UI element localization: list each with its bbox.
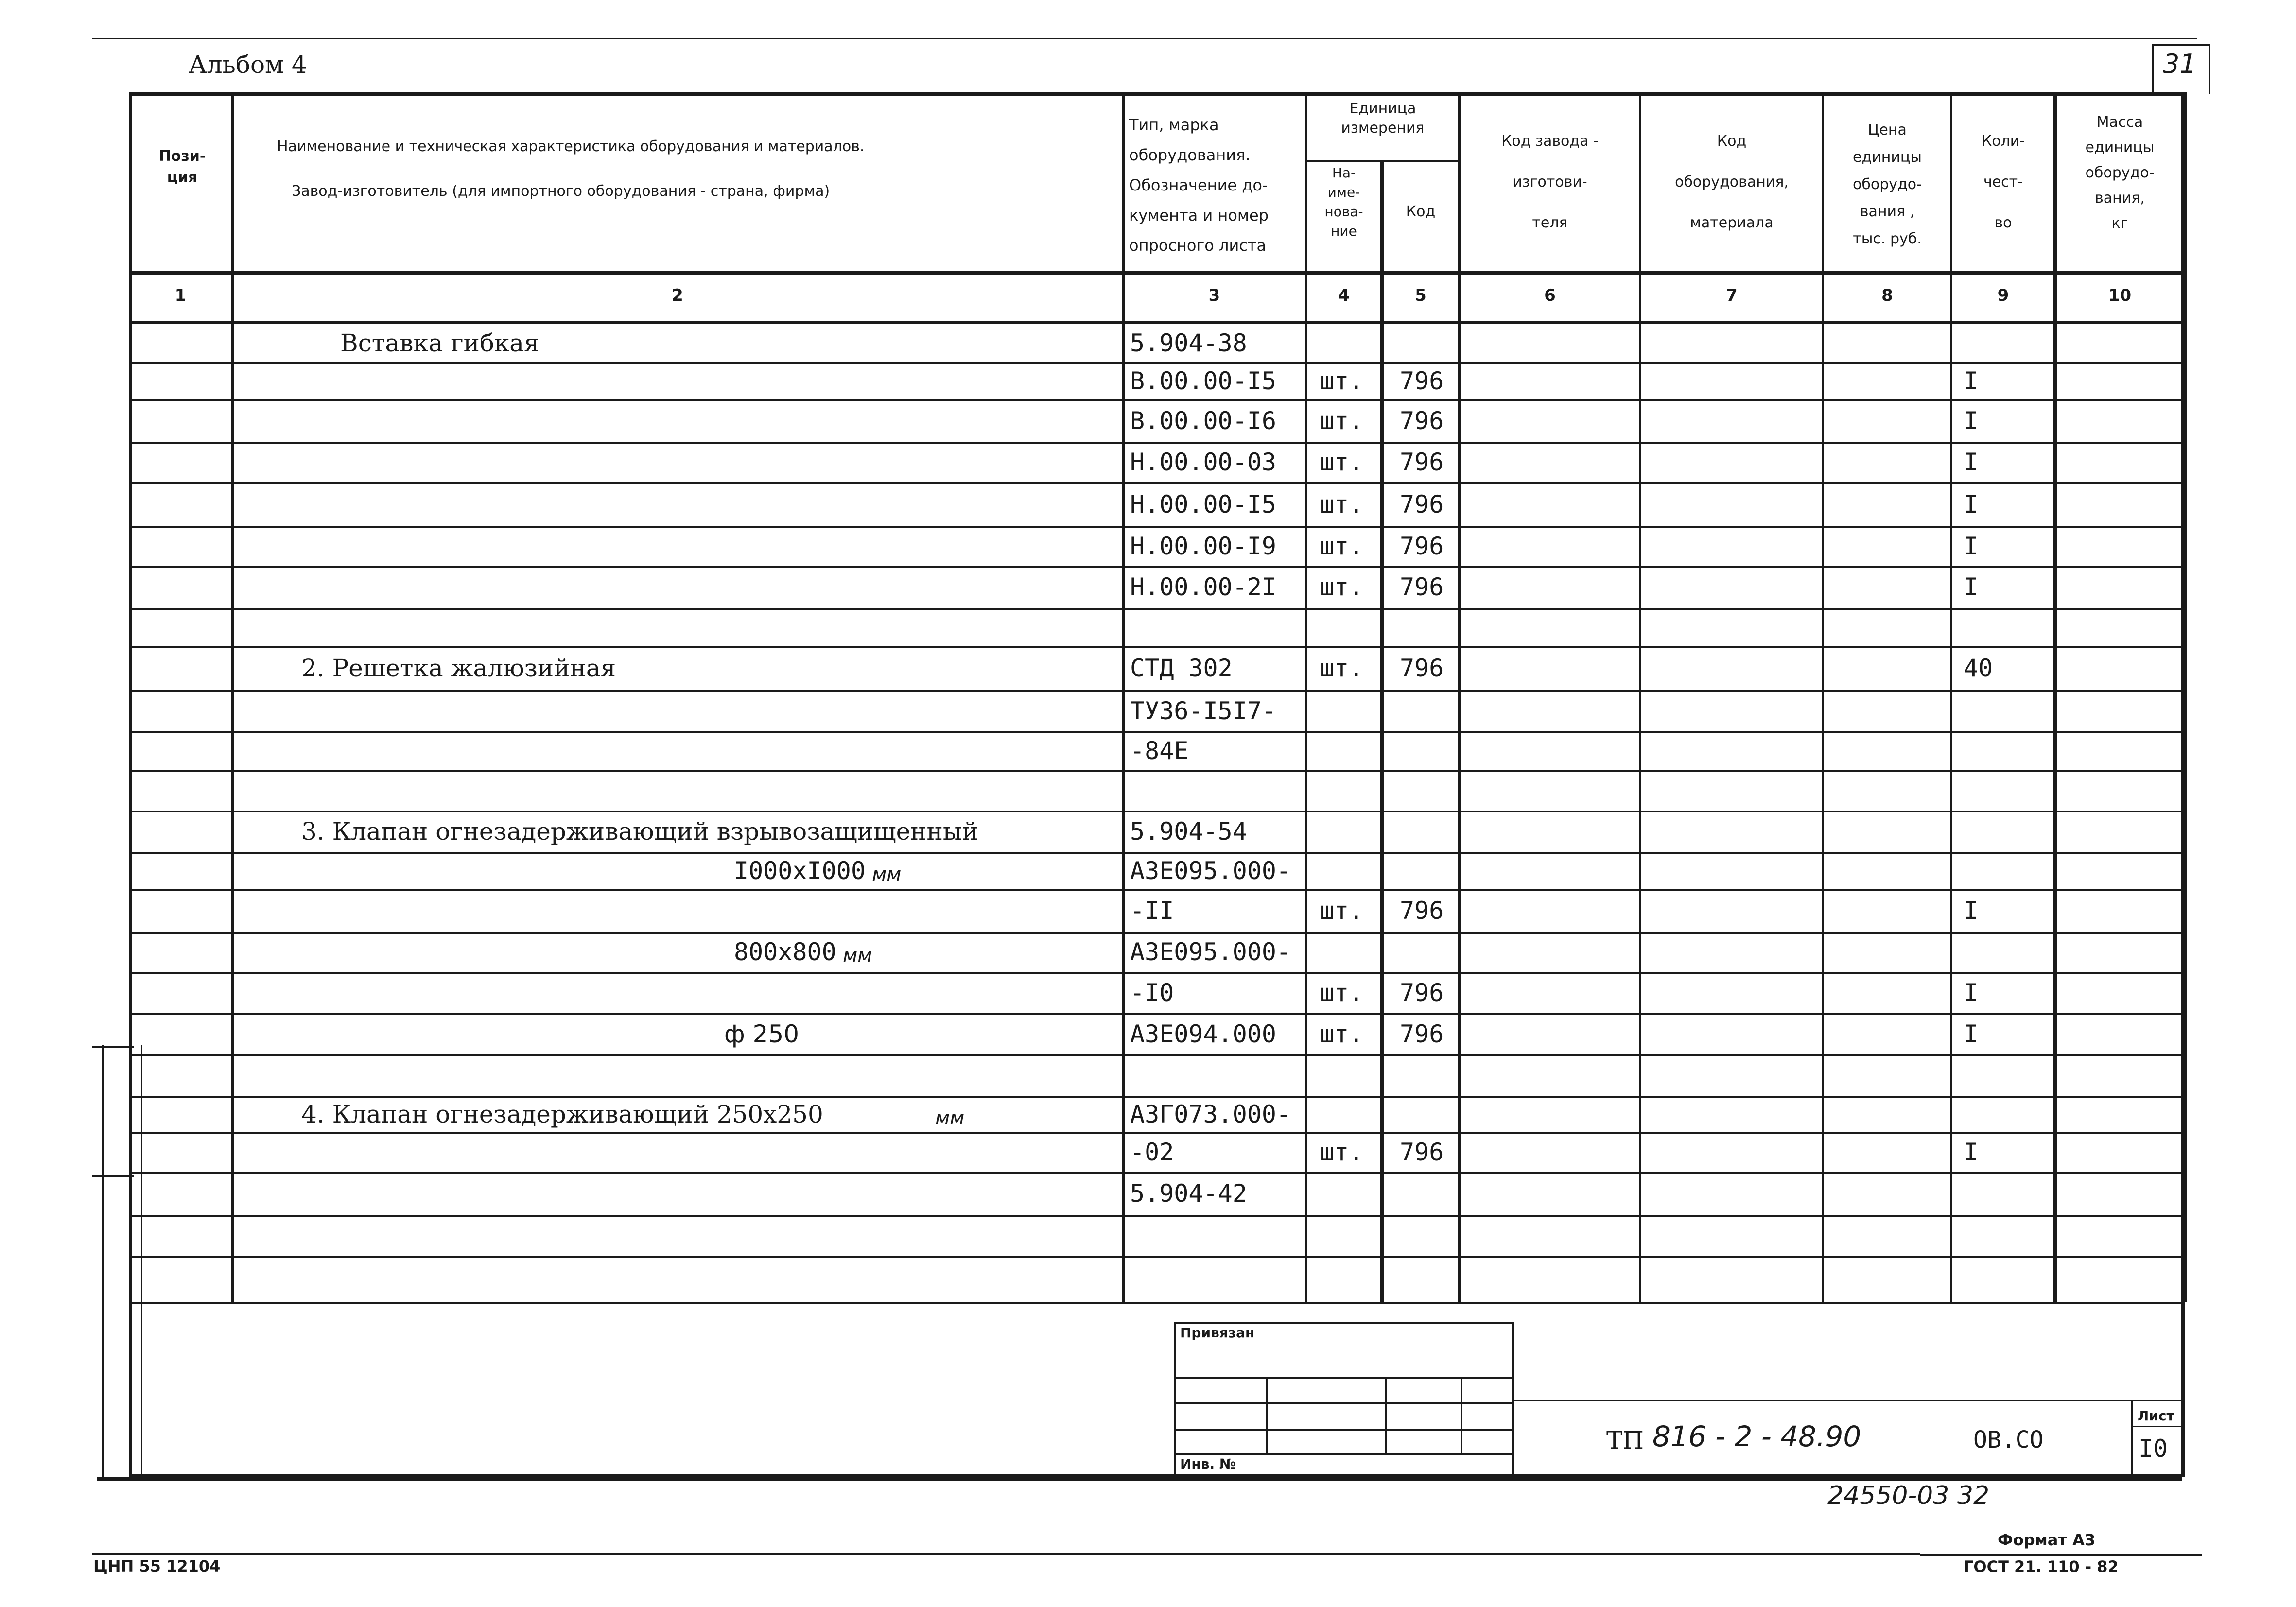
header-unit-name: На- име- нова- ние [1324,165,1363,239]
table-row [130,608,2184,646]
format-label: Формат А3 [1998,1531,2096,1549]
item-document: СТД 302 [1130,654,1233,682]
item-document: А3Е094.000 [1130,1020,1277,1048]
header-mass: Масса единицы оборудо- вания, кг [2085,114,2155,232]
item-quantity: I [1964,1020,1979,1048]
item-unit-code: 796 [1400,1138,1444,1166]
col-number-4: 4 [1338,286,1350,305]
item-quantity: I [1964,367,1979,395]
col-number-8: 8 [1881,286,1893,305]
item-unit: шт. [1320,490,1364,518]
table-row [130,1215,2184,1256]
item-unit: шт. [1320,367,1364,395]
col-number-6: 6 [1544,286,1556,305]
item-unit: шт. [1320,979,1364,1007]
table-row [130,1256,2184,1302]
item-document: 5.904-42 [1130,1179,1247,1208]
tp-prefix: ТП [1606,1426,1644,1454]
item-unit-code: 796 [1400,407,1444,435]
col-number-9: 9 [1997,286,2009,305]
col-number-10: 10 [2108,286,2132,305]
item-document: 5.904-54 [1130,817,1247,846]
item-document: ТУ36-I5I7- [1130,697,1277,725]
item-name: 4. Клапан огнезадерживающий 250x250 [301,1100,823,1128]
item-unit-code: 796 [1400,532,1444,560]
item-unit-code: 796 [1400,897,1444,925]
item-document: В.00.00-I5 [1130,367,1277,395]
item-quantity: 40 [1964,654,1993,682]
col-number-7: 7 [1726,286,1738,305]
item-size-unit: мм [843,945,872,967]
drawing-mark: ОВ.СО [1973,1426,2044,1453]
item-document: Н.00.00-03 [1130,448,1277,476]
item-quantity: I [1964,448,1979,476]
item-unit-code: 796 [1400,490,1444,518]
item-quantity: I [1964,1138,1979,1166]
item-document: -84Е [1130,737,1189,765]
item-quantity: I [1964,532,1979,560]
item-size-unit: мм [935,1107,965,1129]
item-document: -II [1130,897,1174,925]
col-number-3: 3 [1208,286,1220,305]
item-name: ф 250 [724,1020,800,1048]
item-unit: шт. [1320,573,1364,601]
header-plant-code: Код завода - изготови- теля [1501,133,1599,231]
tp-number: 816 - 2 - 48.90 [1652,1420,1861,1453]
table-row [130,1054,2184,1096]
privyazan-label: Привязан [1180,1325,1255,1341]
header-price: Цена единицы оборудо- вания , тыс. руб. [1853,121,1922,247]
header-type: Тип, марка оборудования. Обозначение до- кумента и номер опросного листа [1129,116,1269,255]
archive-number: 24550-03 32 [1827,1481,1990,1510]
album-label: Альбом 4 [189,51,307,79]
item-document: А3Г073.000- [1130,1100,1291,1128]
item-unit: шт. [1320,1138,1364,1166]
item-unit-code: 796 [1400,1020,1444,1048]
item-name: 800x800 [734,938,836,966]
header-unit-code: Код [1406,203,1436,220]
item-unit: шт. [1320,532,1364,560]
item-unit-code: 796 [1400,448,1444,476]
item-document: В.00.00-I6 [1130,407,1277,435]
item-name: 2. Решетка жалюзийная [301,654,616,682]
header-name-line2: Завод-изготовитель (для импортного оборудования - страна, фирма) [292,183,830,200]
item-quantity: I [1964,407,1979,435]
item-document: -02 [1130,1138,1174,1166]
page-number: 31 [2163,49,2196,79]
col-number-5: 5 [1415,286,1426,305]
item-document: -I0 [1130,979,1174,1007]
gost-label: ГОСТ 21. 110 - 82 [1964,1557,2119,1576]
header-quantity: Коли- чест- во [1981,133,2025,231]
item-unit: шт. [1320,654,1364,682]
item-unit: шт. [1320,1020,1364,1048]
item-name: I000xI000 [734,857,866,885]
item-document: Н.00.00-I5 [1130,490,1277,518]
item-unit: шт. [1320,448,1364,476]
item-unit: шт. [1320,407,1364,435]
inventory-number-label: Инв. № [1180,1456,1236,1472]
item-document: 5.904-38 [1130,329,1247,357]
item-quantity: I [1964,490,1979,518]
item-unit-code: 796 [1400,979,1444,1007]
col-number-1: 1 [174,286,187,305]
item-name: 3. Клапан огнезадерживающий взрывозащищенный [301,817,978,846]
printer-label: ЦНП 55 12104 [93,1557,221,1575]
item-document: Н.00.00-I9 [1130,532,1277,560]
item-document: А3Е095.000- [1130,938,1291,966]
item-unit-code: 796 [1400,654,1444,682]
header-equipment-code: Код оборудования, материала [1675,133,1789,231]
header-unit-group: Единица измерения [1341,100,1425,137]
sheet-label: Лист [2138,1408,2174,1424]
item-unit: шт. [1320,897,1364,925]
item-quantity: I [1964,979,1979,1007]
sheet-number: I0 [2139,1434,2168,1463]
item-size-unit: мм [872,864,902,886]
item-unit-code: 796 [1400,367,1444,395]
col-number-2: 2 [672,286,683,305]
table-row [130,770,2184,811]
header-name-line1: Наименование и техническая характеристика оборудования и материалов. [277,138,865,155]
item-quantity: I [1964,897,1979,925]
item-name: Вставка гибкая [340,329,539,357]
item-quantity: I [1964,573,1979,601]
item-document: Н.00.00-2I [1130,573,1277,601]
item-document: А3Е095.000- [1130,857,1291,885]
item-unit-code: 796 [1400,573,1444,601]
header-position: Пози- ция [158,148,206,186]
